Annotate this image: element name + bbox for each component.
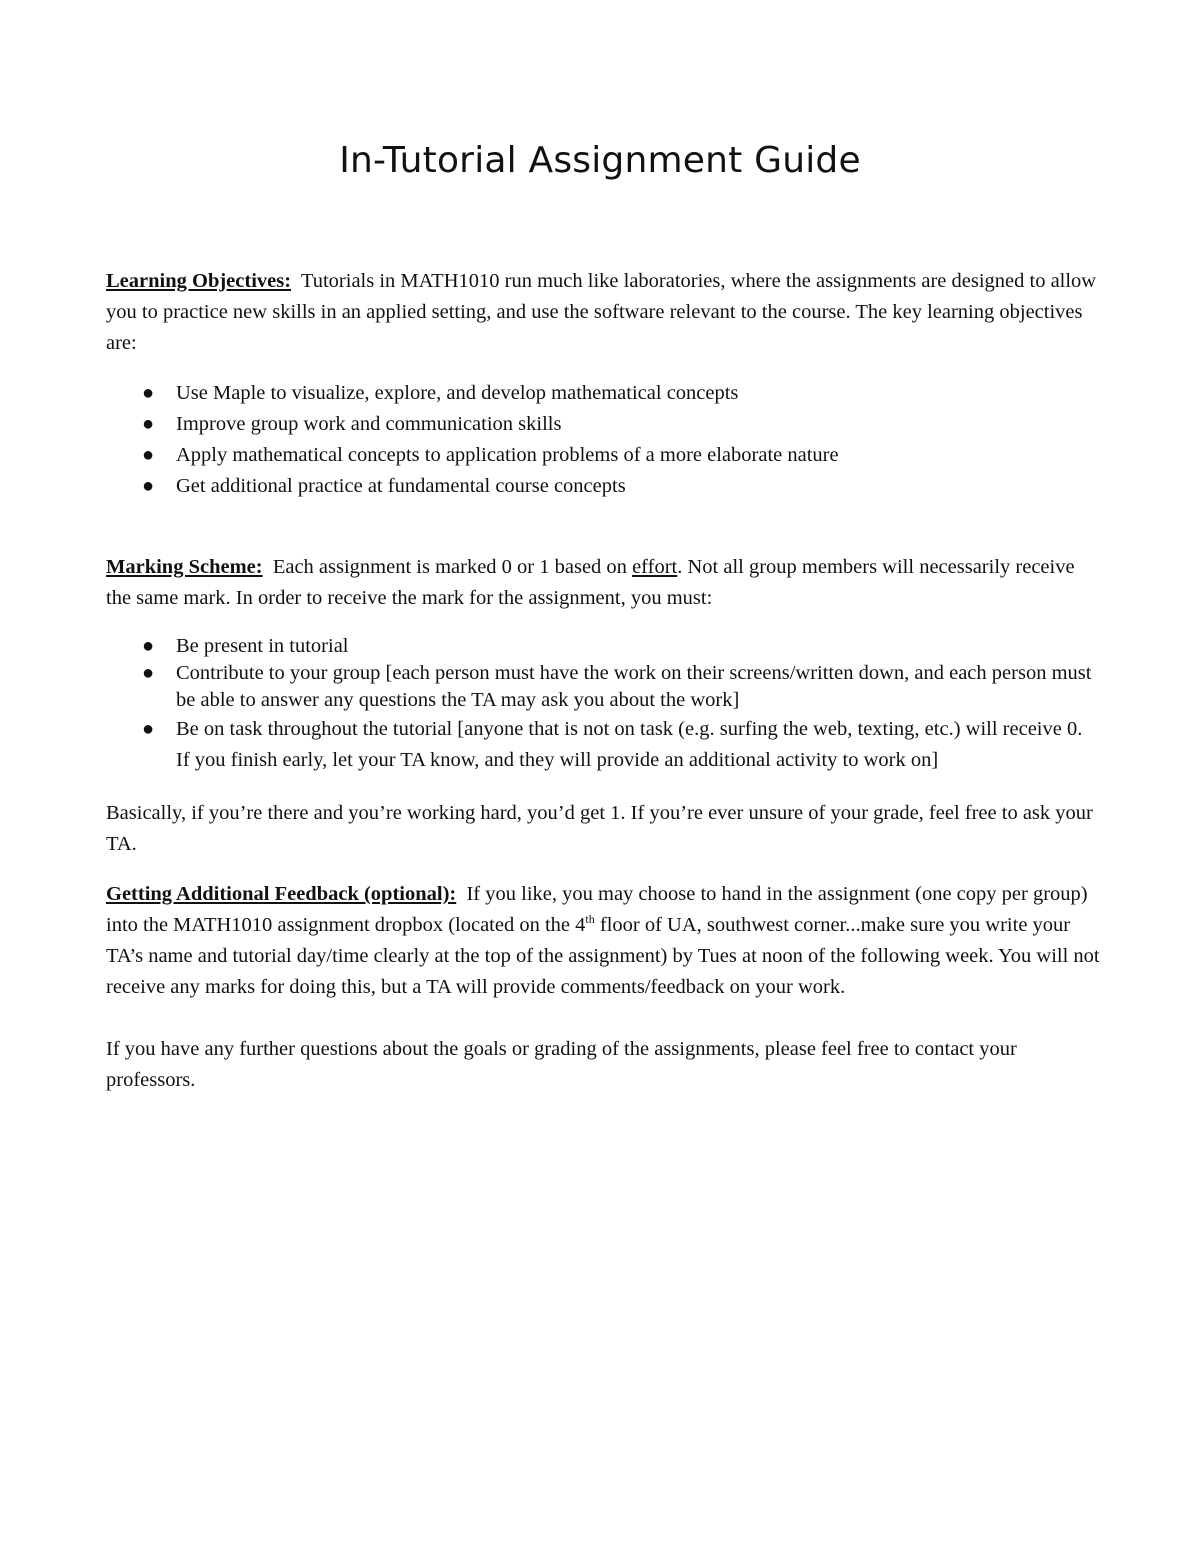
bullet-icon: ● [142,413,155,435]
list-item-text: Apply mathematical concepts to application problems of a more elaborate nature [176,444,839,466]
marking-summary: Basically, if you’re there and you’re working hard, you’d get 1. If you’re ever unsure of your grade, feel free to ask your TA. [106,802,1093,855]
bullet-icon: ● [142,382,155,404]
contact-paragraph: If you have any further questions about the goals or grading of the assignments, please feel free to contact your professors. [106,1038,1017,1091]
bullet-icon: ● [142,444,155,466]
list-item [106,633,1101,660]
marking-heading: Marking Scheme: [106,556,263,578]
bullet-icon: ● [142,635,155,657]
list-item [106,409,1101,440]
bullet-icon: ● [142,475,155,497]
marking-effort: effort [632,556,678,578]
list-item [106,378,1101,409]
objectives-heading: Learning Objectives: [106,270,292,292]
feedback-text-after: floor of UA, southwest corner...make sure you write your TA’s name and tutorial day/time clearly at the top of the assignment) by Tues at noon of the following week. You will not receive any marks for doing this, but a TA will provide comments/feedback on your work. [106,914,1100,998]
list-item-text: Be on task throughout the tutorial [anyone that is not on task (e.g. surfing the web, texting, etc.) will receive 0. If you finish early, let your TA know, and they will provide an additional activity to work on] [176,718,1083,771]
bullet-icon: ● [142,662,155,684]
document-body [106,266,1101,1096]
list-item-text: Improve group work and communication skills [176,413,562,435]
marking-intro-after: . Not all group members will necessarily receive the same mark. In order to receive the mark for the assignment, you must: [106,556,1075,609]
objectives-intro: Tutorials in MATH1010 run much like laboratories, where the assignments are designed to allow you to practice new skills in an applied setting, and use the software relevant to the course. The key learning objectives are: [106,270,1097,354]
list-item [106,471,1101,502]
feedback-heading: Getting Additional Feedback (optional): [106,883,457,905]
feedback-text-before: If you like, you may choose to hand in the assignment (one copy per group) into the MATH1010 assignment dropbox (located on the 4 [106,883,1088,936]
document-title: In-Tutorial Assignment Guide [339,140,861,181]
list-item [106,440,1101,471]
objectives-list [106,378,1101,502]
list-item-text: Contribute to your group [each person must have the work on their screens/written down, and each person must be able to answer any questions the TA may ask you about the work] [176,662,1092,711]
list-item [106,714,1101,776]
list-item-text: Get additional practice at fundamental course concepts [176,475,626,497]
marking-paragraph [106,552,1101,614]
marking-list [106,633,1101,776]
list-item-text: Use Maple to visualize, explore, and develop mathematical concepts [176,382,739,404]
bullet-icon: ● [142,718,155,740]
list-item [106,660,1101,714]
objectives-paragraph [106,266,1101,359]
marking-intro-before: Each assignment is marked 0 or 1 based on [272,556,627,578]
list-item-text: Be present in tutorial [176,635,349,657]
feedback-paragraph [106,879,1101,1003]
feedback-superscript: th [585,912,595,926]
